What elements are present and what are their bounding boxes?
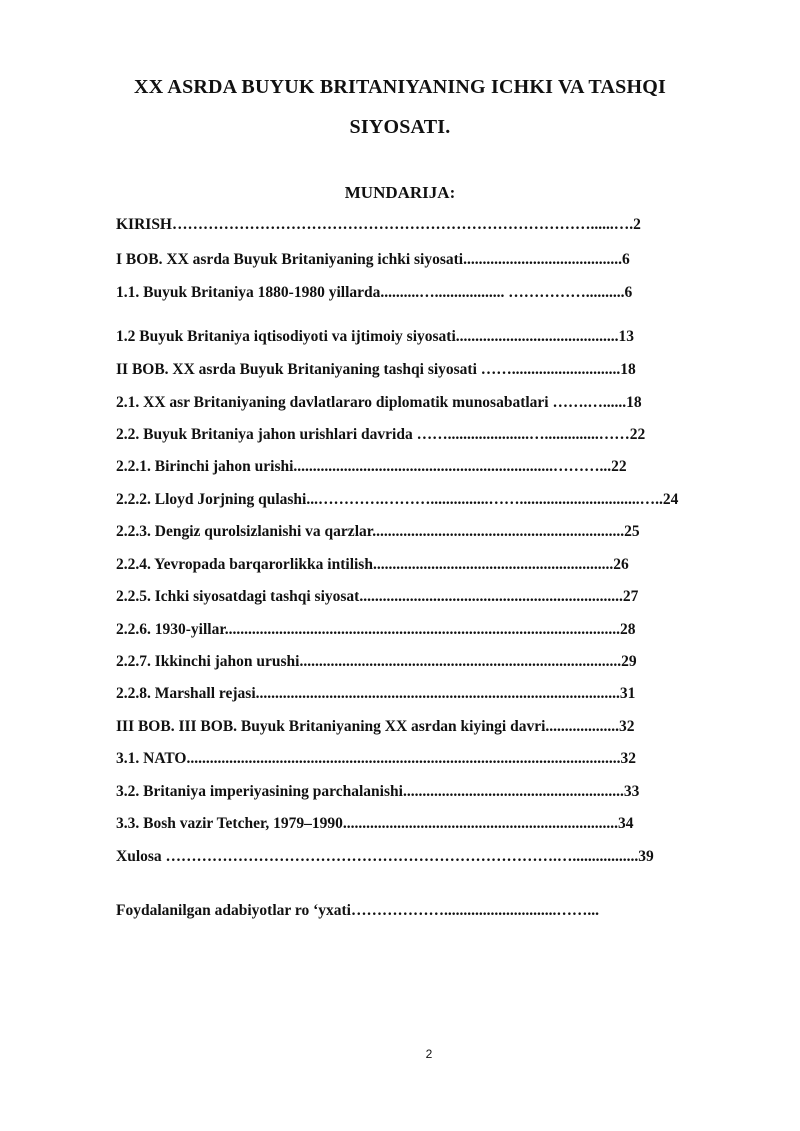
document-title-line-2: SIYOSATI. xyxy=(349,116,451,138)
toc-entry-1-2: 1.2 Buyuk Britaniya iqtisodiyoti va ijtimoiy siyosati..........................................13 xyxy=(116,328,635,345)
toc-entry-chapter-3: III BOB. III BOB. Buyuk Britaniyaning XX asrdan kiyingi davri...................32 xyxy=(116,718,635,735)
toc-entry-kirish: KIRISH………………………………………………………………………......….2 xyxy=(116,216,641,233)
toc-entry-2-2-8: 2.2.8. Marshall rejasi..............................................................................................31 xyxy=(116,685,636,702)
document-title-line-1: XX ASRDA BUYUK BRITANIYANING ICHKI VA TASHQI xyxy=(134,76,666,98)
page-number: 2 xyxy=(425,1047,433,1061)
toc-entry-2-2: 2.2. Buyuk Britaniya jahon urishlari davrida …….....................…..............……22 xyxy=(116,426,646,443)
toc-entry-2-2-5: 2.2.5. Ichki siyosatdagi tashqi siyosat....................................................................27 xyxy=(116,588,639,605)
toc-entry-1-1: 1.1. Buyuk Britaniya 1880-1980 yillarda..........….................. ……………..........6 xyxy=(116,284,633,301)
toc-entry-2-2-1: 2.2.1. Birinchi jahon urishi...................................................................………...22 xyxy=(116,458,627,475)
toc-entry-chapter-1: I BOB. XX asrda Buyuk Britaniyaning ichki siyosati.........................................6 xyxy=(116,251,630,268)
toc-entry-2-2-6: 2.2.6. 1930-yillar......................................................................................................28 xyxy=(116,621,636,638)
toc-entry-2-2-7: 2.2.7. Ikkinchi jahon urushi...................................................................................29 xyxy=(116,653,637,670)
toc-entry-xulosa: Xulosa ………………………………………………………………….….................39 xyxy=(116,848,654,865)
contents-heading: MUNDARIJA: xyxy=(344,183,456,202)
toc-entry-3-3: 3.3. Bosh vazir Tetcher, 1979–1990.......................................................................34 xyxy=(116,815,634,832)
toc-entry-chapter-2: II BOB. XX asrda Buyuk Britaniyaning tashqi siyosati ……............................18 xyxy=(116,361,636,378)
toc-entry-bibliography: Foydalanilgan adabiyotlar ro ‘yxati……………….............................……... xyxy=(116,902,599,919)
toc-entry-2-2-3: 2.2.3. Dengiz qurolsizlanishi va qarzlar.................................................................25 xyxy=(116,523,640,540)
toc-entry-3-1: 3.1. NATO................................................................................................................32 xyxy=(116,750,636,767)
toc-entry-2-2-4: 2.2.4. Yevropada barqarorlikka intilish..............................................................26 xyxy=(116,556,629,573)
toc-entry-3-2: 3.2. Britaniya imperiyasining parchalanishi.........................................................33 xyxy=(116,783,640,800)
toc-entry-2-2-2: 2.2.2. Lloyd Jorjning qulashi...………….………...............……...............................…..24 xyxy=(116,491,679,508)
toc-entry-2-1: 2.1. XX asr Britaniyaning davlatlararo diplomatik munosabatlari …….…......18 xyxy=(116,394,642,411)
